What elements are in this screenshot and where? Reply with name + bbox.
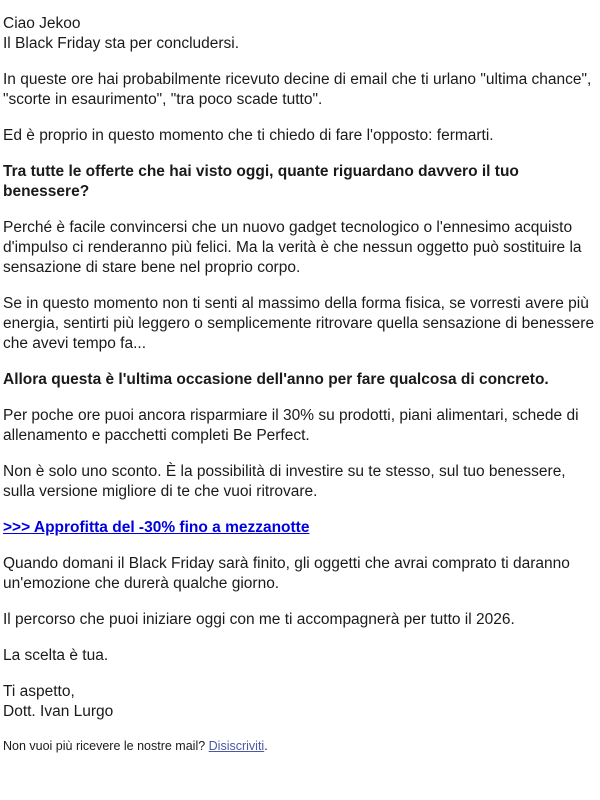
signature-closing: Ti aspetto, [3,683,75,700]
paragraph-discount-details: Per poche ore puoi ancora risparmiare il 30% su prodotti, piani alimentari, schede di allenamento e pacchetti completi Be Perfect. [3,407,579,444]
footer-unsubscribe [3,738,598,754]
paragraph-urgency-emails: In queste ore hai probabilmente ricevuto decine di email che ti urlano "ultima chance", "scorte in esaurimento", "tra poco scade tutto". [3,71,592,108]
paragraph-after-black-friday: Quando domani il Black Friday sarà finito, gli oggetti che avrai comprato ti daranno un'emozione che durerà qualche giorno. [3,555,570,592]
cta-link[interactable]: >>> Approfitta del -30% fino a mezzanotte [3,519,310,536]
paragraph-journey-2026: Il percorso che puoi iniziare oggi con me ti accompagnerà per tutto il 2026. [3,611,515,628]
signature-name: Dott. Ivan Lurgo [3,703,114,720]
opening-line: Il Black Friday sta per concludersi. [3,35,240,52]
signature-paragraph [3,682,598,722]
paragraph-choice: La scelta è tua. [3,647,109,664]
paragraph-wellbeing-wish: Se in questo momento non ti senti al massimo della forma fisica, se vorresti avere più energia, sentirti più leggero o semplicemente ritrovare quella sensazione di benessere che avevi tempo fa... [3,295,595,352]
headline-offers-question: Tra tutte le offerte che hai visto oggi, quante riguardano davvero il tuo benessere? [3,163,519,200]
paragraph-gadget-truth: Perché è facile convincersi che un nuovo gadget tecnologico o l'ennesimo acquisto d'impulso ci renderanno più felici. Ma la verità è che nessun oggetto può sostituire la sensazione di stare bene nel proprio corpo. [3,219,582,276]
footer-question: Non vuoi più ricevere le nostre mail? [3,739,209,753]
cta-paragraph [3,518,598,538]
headline-last-chance: Allora questa è l'ultima occasione dell'anno per fare qualcosa di concreto. [3,371,549,388]
greeting-line: Ciao Jekoo [3,15,81,32]
footer-suffix: . [264,739,268,753]
unsubscribe-link[interactable]: Disiscriviti [208,739,265,753]
paragraph-stop-request: Ed è proprio in questo momento che ti chiedo di fare l'opposto: fermarti. [3,127,494,144]
paragraph-investment: Non è solo uno sconto. È la possibilità di investire su te stesso, sul tuo benessere, sulla versione migliore di te che vuoi ritrovare. [3,463,566,500]
greeting-paragraph [3,14,598,54]
